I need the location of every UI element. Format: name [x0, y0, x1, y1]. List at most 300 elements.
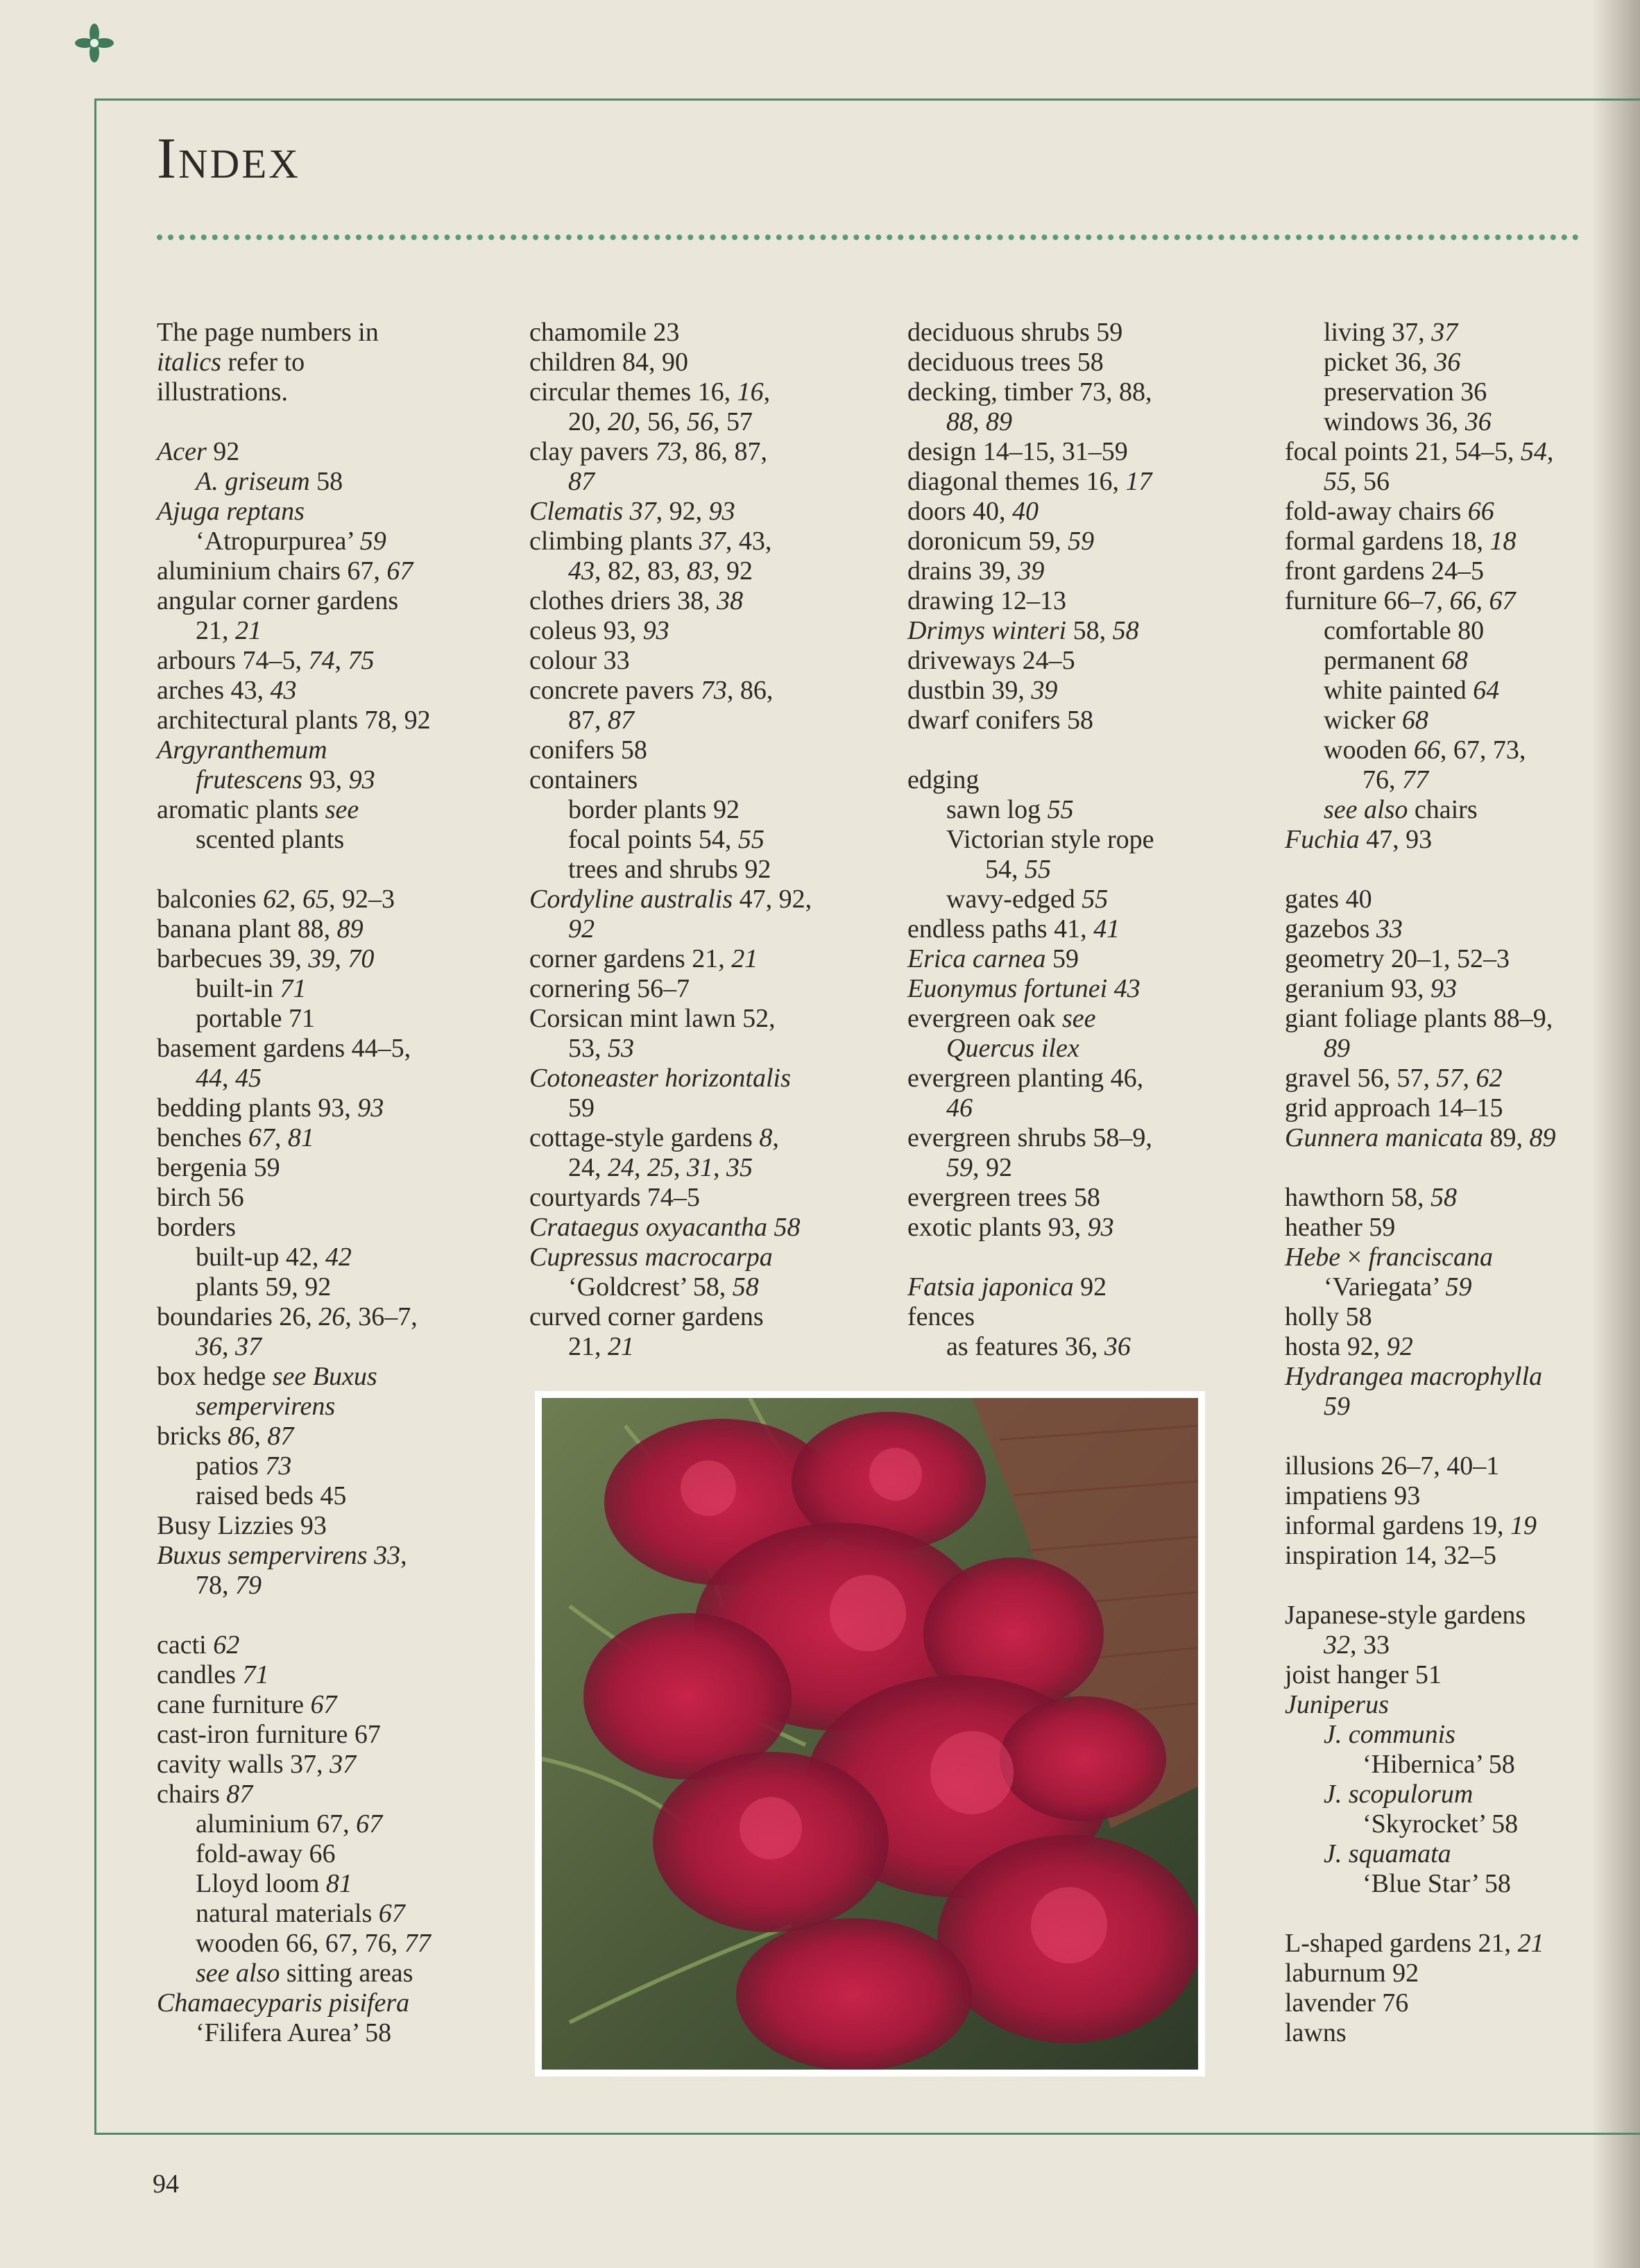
italic-text: 71: [280, 974, 307, 1003]
entry-text: 21,: [196, 616, 235, 645]
index-entry: [907, 765, 1282, 795]
entry-text: angular corner gardens: [157, 586, 399, 615]
red-valerian-image: [542, 1398, 1198, 2070]
italic-text: 36: [196, 1332, 222, 1361]
italic-text: Hydrangea macrophylla: [1285, 1362, 1543, 1391]
entry-text: Corsican mint lawn 52,: [529, 1004, 776, 1033]
index-entry: [907, 437, 1282, 467]
index-entry: [157, 437, 531, 467]
italic-text: 93: [708, 497, 735, 526]
index-entry: [157, 1034, 531, 1064]
entry-text: curved corner gardens: [529, 1302, 764, 1331]
index-entry: [1285, 1929, 1640, 1959]
entry-text: , 56,: [634, 407, 687, 436]
italic-text: Ajuga reptans: [157, 497, 305, 526]
index-entry: [1285, 974, 1640, 1004]
entry-text: 89,: [1483, 1123, 1530, 1152]
entry-text: dwarf conifers 58: [907, 706, 1094, 735]
entry-text: candles: [157, 1660, 243, 1689]
entry-text: doronicum 59,: [907, 527, 1068, 556]
entry-text: climbing plants: [529, 527, 699, 556]
index-subentry: [1285, 318, 1640, 348]
index-entry: [157, 497, 531, 527]
italic-text: see: [325, 795, 359, 824]
italic-text: 70: [348, 944, 375, 973]
entry-text: fold-away 66: [196, 1839, 336, 1868]
index-column-2: [529, 318, 904, 1362]
section-gap: [1285, 1899, 1640, 1929]
italic-text: 89: [336, 914, 364, 944]
italic-text: 20: [608, 407, 634, 436]
entry-text: laburnum 92: [1285, 1959, 1419, 1988]
index-subentry: [157, 1809, 531, 1839]
italic-text: 65: [302, 885, 330, 914]
italic-text: 67: [386, 556, 413, 586]
italic-text: 44: [196, 1064, 222, 1093]
entry-text: built-up 42,: [196, 1243, 325, 1272]
italic-text: 68: [1401, 706, 1428, 735]
entry-text: borders: [157, 1213, 236, 1242]
entry-text: bergenia 59: [157, 1153, 280, 1182]
index-entry: [907, 1123, 1282, 1153]
italic-text: 73: [700, 676, 727, 705]
entry-text: chamomile 23: [529, 318, 680, 347]
italic-text: 35: [726, 1153, 753, 1182]
entry-text: exotic plants 93,: [907, 1213, 1088, 1242]
index-entry: [907, 467, 1282, 497]
entry-text: trees and shrubs 92: [568, 855, 771, 884]
index-entry: [529, 735, 904, 765]
index-entry: [1285, 914, 1640, 944]
entry-text: , 56: [1350, 467, 1390, 496]
italic-text: see: [1061, 1004, 1096, 1033]
entry-text: [1107, 974, 1114, 1003]
index-entry: [157, 1720, 531, 1750]
index-entry: [907, 1213, 1282, 1243]
entry-text: ,: [334, 646, 348, 675]
section-gap: [1285, 855, 1640, 885]
italic-text: 87: [267, 1422, 294, 1451]
entry-text: wooden: [1324, 735, 1414, 765]
italic-text: 37: [235, 1332, 262, 1361]
index-entry: [529, 1064, 904, 1093]
entry-text: ‘Blue Star’ 58: [1363, 1869, 1511, 1898]
entry-text: informal gardens 19,: [1285, 1511, 1511, 1540]
entry-text: ,: [973, 407, 986, 436]
index-subentry: [157, 616, 531, 646]
section-gap: [907, 1243, 1282, 1272]
index-entry: [157, 1988, 531, 2018]
italic-text: 89: [1324, 1034, 1350, 1063]
entry-text: clothes driers 38,: [529, 586, 717, 615]
index-entry: [1285, 1541, 1640, 1571]
italic-text: 55: [1025, 855, 1051, 884]
italic-text: Cordyline australis: [529, 885, 733, 914]
italic-text: 43: [270, 676, 297, 705]
entry-text: cacti: [157, 1630, 214, 1660]
index-subentry: [529, 1272, 904, 1302]
entry-text: joist hanger 51: [1285, 1660, 1442, 1689]
index-subentry: [907, 885, 1282, 914]
entry-text: children 84, 90: [529, 348, 689, 377]
italic-text: 92: [1386, 1332, 1413, 1361]
index-entry: [907, 1272, 1282, 1302]
index-entry: [157, 1183, 531, 1213]
entry-text: ‘Hibernica’ 58: [1363, 1750, 1515, 1779]
entry-text: cornering 56–7: [529, 974, 690, 1003]
index-entry: [529, 944, 904, 974]
italic-text: Clematis: [529, 497, 624, 526]
index-subentry: [1285, 348, 1640, 377]
italic-text: 55: [737, 825, 765, 854]
entry-text: evergreen shrubs 58–9,: [907, 1123, 1152, 1152]
index-entry: [157, 1780, 531, 1809]
index-entry: [1285, 1064, 1640, 1093]
section-gap: [157, 855, 531, 885]
entry-text: hosta 92,: [1285, 1332, 1387, 1361]
entry-text: grid approach 14–15: [1285, 1093, 1503, 1123]
italic-text: 81: [325, 1869, 352, 1898]
entry-text: ‘Goldcrest’ 58,: [568, 1272, 733, 1302]
intro-italic-word: italics: [157, 348, 221, 377]
entry-text: ,: [763, 377, 771, 407]
index-entry: [157, 1153, 531, 1183]
index-entry: [157, 1630, 531, 1660]
italic-text: 43: [1113, 974, 1141, 1003]
entry-text: ,: [334, 944, 348, 973]
entry-text: built-in: [196, 974, 280, 1003]
index-subentry: [157, 1929, 531, 1959]
italic-text: 62: [263, 885, 290, 914]
entry-text: windows 36,: [1324, 407, 1465, 436]
italic-text: 77: [404, 1929, 431, 1958]
index-subentry: [907, 407, 1282, 437]
index-subentry: [1285, 1034, 1640, 1064]
entry-text: evergreen trees 58: [907, 1183, 1100, 1212]
italic-text: 8: [759, 1123, 773, 1152]
index-entry: [1285, 1660, 1640, 1690]
section-gap: [1285, 1571, 1640, 1601]
entry-text: , 92: [973, 1153, 1012, 1182]
index-entry: [1285, 2018, 1640, 2048]
index-entry: [907, 527, 1282, 556]
entry-text: endless paths 41,: [907, 914, 1094, 944]
italic-text: 40: [1011, 497, 1039, 526]
entry-text: bricks: [157, 1422, 228, 1451]
italic-text: 18: [1489, 527, 1517, 556]
entry-text: ,: [222, 1064, 235, 1093]
entry-text: portable 71: [196, 1004, 316, 1033]
index-entry: [907, 974, 1282, 1004]
section-gap: [1285, 1422, 1640, 1451]
entry-text: border plants 92: [568, 795, 740, 824]
entry-text: as features 36,: [946, 1332, 1104, 1361]
italic-text: 81: [287, 1123, 314, 1152]
entry-text: driveways 24–5: [907, 646, 1075, 675]
entry-text: benches: [157, 1123, 248, 1152]
italic-text: 79: [235, 1571, 262, 1600]
entry-text: deciduous shrubs 59: [907, 318, 1123, 347]
entry-text: comfortable 80: [1324, 616, 1485, 645]
entry-text: diagonal themes 16,: [907, 467, 1126, 496]
entry-text: , 92,: [656, 497, 709, 526]
index-entry: [529, 765, 904, 795]
index-entry: [529, 377, 904, 407]
entry-text: 21,: [568, 1332, 608, 1361]
index-subentry: [907, 1332, 1282, 1362]
index-entry: [907, 1064, 1282, 1093]
index-entry: [1285, 1183, 1640, 1213]
entry-text: 92: [1073, 1272, 1107, 1302]
italic-text: Cupressus macrocarpa: [529, 1243, 773, 1272]
italic-text: 59: [359, 527, 386, 556]
italic-text: 17: [1125, 467, 1152, 496]
entry-text: ‘Skyrocket’ 58: [1363, 1809, 1519, 1839]
entry-text: 93,: [302, 765, 349, 794]
italic-text: 19: [1510, 1511, 1537, 1540]
index-entry: [529, 1213, 904, 1243]
index-entry: [157, 706, 531, 735]
index-subentry: [1285, 1392, 1640, 1422]
index-subentry: [157, 1899, 531, 1929]
entry-text: cavity walls 37,: [157, 1750, 330, 1779]
italic-text: Juniperus: [1285, 1690, 1389, 1719]
entry-text: gravel 56, 57,: [1285, 1064, 1437, 1093]
index-entry: [529, 1004, 904, 1034]
index-entry: [157, 1123, 531, 1153]
section-gap: [1285, 1153, 1640, 1183]
entry-text: , 57: [713, 407, 753, 436]
italic-text: 38: [717, 586, 744, 615]
italic-text: 68: [1441, 646, 1468, 675]
italic-text: 87: [568, 467, 595, 496]
entry-text: formal gardens 18,: [1285, 527, 1490, 556]
entry-text: edging: [907, 765, 980, 794]
entry-text: patios: [196, 1451, 266, 1481]
index-entry: [1285, 437, 1640, 467]
italic-text: 92: [568, 914, 595, 944]
index-subentry: [1285, 377, 1640, 407]
italic-text: 57: [1436, 1064, 1463, 1093]
index-subentry: [529, 1093, 904, 1123]
italic-text: 93: [642, 616, 669, 645]
entry-text: concrete pavers: [529, 676, 701, 705]
section-gap: [157, 407, 531, 437]
italic-text: 21: [731, 944, 758, 973]
index-entry: [1285, 1451, 1640, 1481]
index-entry: [157, 1422, 531, 1451]
index-subentry: [1285, 706, 1640, 735]
index-entry: [529, 616, 904, 646]
entry-text: ,: [1462, 1064, 1476, 1093]
entry-text: white painted: [1324, 676, 1474, 705]
entry-text: 24,: [568, 1153, 608, 1182]
entry-text: banana plant 88,: [157, 914, 337, 944]
italic-text: 54: [1520, 437, 1547, 466]
entry-text: focal points 54,: [568, 825, 738, 854]
index-entry: [157, 1660, 531, 1690]
index-entry: [529, 676, 904, 706]
entry-text: arches 43,: [157, 676, 271, 705]
index-subentry: [529, 407, 904, 437]
index-subentry: [1285, 1839, 1640, 1869]
entry-text: decking, timber 73, 88,: [907, 377, 1152, 407]
index-entry: [1285, 1123, 1640, 1153]
italic-text: 33: [374, 1541, 401, 1570]
entry-text: boundaries 26,: [157, 1302, 319, 1331]
italic-text: 58: [1430, 1183, 1458, 1212]
index-subentry: [157, 765, 531, 795]
index-subentry: [1285, 795, 1640, 825]
italic-text: Fatsia japonica: [907, 1272, 1074, 1302]
italic-text: 58: [732, 1272, 759, 1302]
index-entry: [907, 1004, 1282, 1034]
section-gap: [157, 1601, 531, 1630]
index-entry: [907, 1302, 1282, 1332]
entry-text: bedding plants 93,: [157, 1093, 358, 1123]
italic-text: Euonymus fortunei: [907, 974, 1108, 1003]
entry-text: 92: [206, 437, 240, 466]
index-entry: [907, 1183, 1282, 1213]
index-subentry: [907, 795, 1282, 825]
entry-text: ‘Filifera Aurea’ 58: [196, 2018, 392, 2047]
entry-text: 58,: [1066, 616, 1113, 645]
entry-text: [368, 1541, 375, 1570]
index-subentry: [529, 1153, 904, 1183]
entry-text: picket 36,: [1324, 348, 1435, 377]
italic-text: 67: [310, 1690, 337, 1719]
index-subentry: [907, 855, 1282, 885]
index-subentry: [157, 2018, 531, 2048]
italic-text: Hebe: [1285, 1243, 1341, 1272]
index-entry: [907, 556, 1282, 586]
italic-text: A. griseum: [196, 467, 310, 496]
index-entry: [529, 974, 904, 1004]
entry-text: Busy Lizzies 93: [157, 1511, 327, 1540]
index-subentry: [1285, 1272, 1640, 1302]
index-entry: [529, 1243, 904, 1272]
entry-text: doors 40,: [907, 497, 1012, 526]
entry-text: chairs: [1408, 795, 1478, 824]
index-subentry: [529, 914, 904, 944]
italic-text: see Buxus: [272, 1362, 377, 1391]
index-entry: [1285, 825, 1640, 855]
italic-text: 93: [357, 1093, 384, 1123]
index-entry: [907, 616, 1282, 646]
entry-text: 87,: [568, 706, 608, 735]
italic-text: 67: [356, 1809, 383, 1839]
index-subentry: [907, 825, 1282, 855]
index-entry: [907, 646, 1282, 676]
entry-text: courtyards 74–5: [529, 1183, 700, 1212]
index-entry: [907, 497, 1282, 527]
index-entry: [1285, 944, 1640, 974]
entry-text: 59: [568, 1093, 595, 1123]
index-subentry: [157, 1064, 531, 1093]
italic-text: 37: [330, 1750, 357, 1779]
entry-text: coleus 93,: [529, 616, 643, 645]
italic-text: 75: [348, 646, 375, 675]
entry-text: 59: [1045, 944, 1079, 973]
index-entries: [1285, 318, 1640, 2048]
italic-text: 36: [1434, 348, 1461, 377]
italic-text: Acer: [157, 437, 207, 466]
index-subentry: [529, 855, 904, 885]
italic-text: Cotoneaster horizontalis: [529, 1064, 791, 1093]
index-subentry: [529, 556, 904, 586]
index-entry: [157, 1750, 531, 1780]
entry-text: [623, 497, 630, 526]
index-subentry: [1285, 1630, 1640, 1660]
index-entry: [907, 318, 1282, 348]
italic-text: 37: [1431, 318, 1458, 347]
entry-text: sitting areas: [280, 1959, 413, 1988]
index-entry: [529, 885, 904, 914]
entry-text: ‘Atropurpurea’: [196, 527, 360, 556]
italic-text: 45: [235, 1064, 262, 1093]
index-entry: [1285, 1302, 1640, 1332]
entry-text: ,: [634, 1153, 647, 1182]
index-subentry: [157, 467, 531, 497]
entry-text: , 92: [713, 556, 753, 586]
entry-text: clay pavers: [529, 437, 656, 466]
italic-text: 83: [687, 556, 713, 586]
italic-text: 86: [228, 1422, 255, 1451]
entry-text: box hedge: [157, 1362, 273, 1391]
italic-text: 55: [1047, 795, 1074, 824]
entry-text: holly 58: [1285, 1302, 1372, 1331]
dotted-rule: [157, 235, 1579, 240]
entry-text: 78,: [196, 1571, 235, 1600]
entry-text: wooden 66, 67, 76,: [196, 1929, 404, 1958]
italic-text: 62: [213, 1630, 240, 1660]
italic-text: 66: [1449, 586, 1476, 615]
index-subentry: [529, 1332, 904, 1362]
intro-line-1: The page numbers in: [157, 318, 379, 347]
index-entry: [529, 497, 904, 527]
page-number: 94: [153, 2169, 179, 2199]
index-entry: [907, 586, 1282, 616]
index-subentry: [1285, 676, 1640, 706]
italic-text: 39: [308, 944, 335, 973]
italic-text: 37: [699, 527, 726, 556]
italic-text: 41: [1093, 914, 1120, 944]
entry-text: geranium 93,: [1285, 974, 1431, 1003]
entry-text: scented plants: [196, 825, 345, 854]
entry-text: aromatic plants: [157, 795, 325, 824]
index-subentry: [157, 1272, 531, 1302]
italic-text: Buxus sempervirens: [157, 1541, 368, 1570]
italic-text: 58: [774, 1213, 801, 1242]
entry-text: aluminium chairs 67,: [157, 556, 387, 586]
index-subentry: [157, 1243, 531, 1272]
entry-text: heather 59: [1285, 1213, 1396, 1242]
italic-text: 58: [1112, 616, 1139, 645]
entry-text: natural materials: [196, 1899, 379, 1928]
index-subentry: [1285, 1780, 1640, 1809]
index-entry: [1285, 586, 1640, 616]
index-entry: [157, 556, 531, 586]
entry-text: giant foliage plants 88–9,: [1285, 1004, 1553, 1033]
italic-text: 26: [318, 1302, 345, 1331]
index-subentry: [157, 974, 531, 1004]
index-entry: [1285, 1988, 1640, 2018]
italic-text: 39: [1031, 676, 1058, 705]
italic-text: Fuchia: [1285, 825, 1360, 854]
italic-text: J. squamata: [1324, 1839, 1451, 1868]
entry-text: , 67, 73,: [1440, 735, 1526, 765]
entry-text: plants 59, 92: [196, 1272, 332, 1302]
